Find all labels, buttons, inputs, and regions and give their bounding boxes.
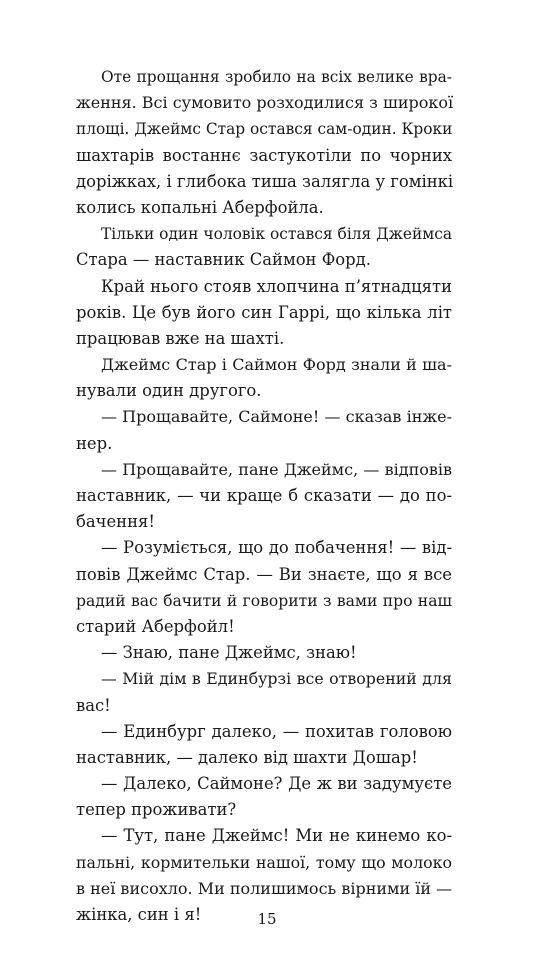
text-line: жінка, син і я! — [76, 905, 202, 924]
text-line: — Знаю, пане Джеймс, знаю! — [101, 643, 357, 663]
text-line: Джеймс Стар і Саймон Форд знали й ша- — [101, 355, 452, 375]
text-line: тепер проживати? — [76, 800, 237, 820]
text-line: — Тут, пане Джеймс! Ми не кинемо ко- — [101, 826, 452, 846]
text-line: — Розуміється, що до побачення! — від- — [101, 538, 452, 558]
text-line: площі. Джеймс Стар остався сам-один. Кроки — [76, 120, 453, 139]
text-line: — Единбург далеко, — похитав головою — [101, 721, 452, 741]
text-line: наставник, — чи краще б сказати — до по- — [76, 486, 452, 505]
text-line: пальні, кормительки нашої, тому що молоко — [76, 852, 452, 872]
text-line: бачення! — [76, 512, 155, 532]
text-line: в неї висохло. Ми полишимось вірними їй — — [76, 878, 453, 898]
text-line: Тільки один чоловік остався біля Джеймса — [101, 225, 452, 244]
text-line: — Далеко, Саймоне? Де ж ви задумуєте — [101, 774, 452, 794]
text-line: — Прощавайте, Саймоне! — сказав інже- — [101, 407, 452, 427]
text-line: старий Аберфойл! — [76, 616, 235, 636]
text-line: шахтарів востаннє застукотіли по чорних — [76, 145, 452, 165]
text-line: радий вас бачити й говорити з вами про наш — [76, 591, 452, 610]
text-line: нер. — [76, 433, 113, 453]
text-line: вас! — [76, 695, 111, 715]
text-line: працював вже на шахті. — [76, 328, 285, 348]
text-line: років. Це був його син Гаррі, що кілька літ — [76, 302, 452, 322]
text-line: колись копальні Аберфойла. — [76, 197, 324, 217]
text-line: Край нього стояв хлопчина п’ятнадцяти — [101, 276, 452, 296]
text-line: наставник, — далеко від шахти Дошар! — [76, 747, 418, 767]
text-line: нували один другого. — [76, 381, 262, 401]
text-line: — Мій дім в Единбурзі все отворений для — [101, 669, 452, 689]
page-number: 15 — [257, 910, 277, 928]
text-line: повів Джеймс Стар. — Ви знаєте, що я все — [76, 564, 452, 584]
text-line: — Прощавайте, пане Джеймс, — відповів — [101, 459, 452, 479]
text-line: Оте прощання зробило на всіх велике вра- — [101, 68, 452, 86]
page-body-text — [76, 64, 452, 928]
text-line: ження. Всі сумовито розходилися з широкої — [76, 93, 454, 113]
text-line: Стара — наставник Саймон Форд. — [76, 250, 371, 270]
text-line: доріжках, і глибока тиша залягла у гомінкі — [76, 171, 454, 191]
